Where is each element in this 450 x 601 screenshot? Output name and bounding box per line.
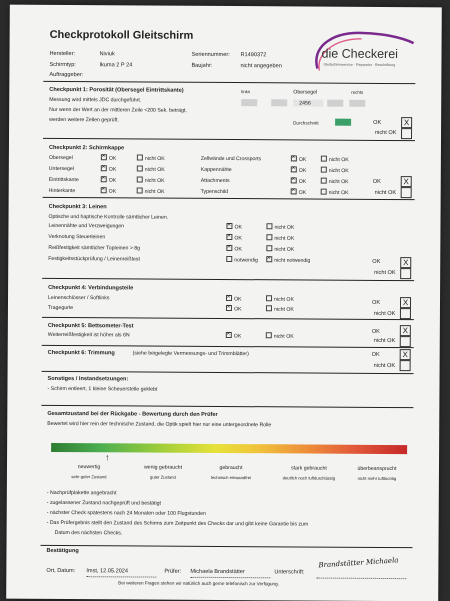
option-label: OK <box>108 155 117 162</box>
checkbox[interactable] <box>266 305 272 311</box>
gesamt-title: Gesamtzustand bei der Rückgabe - Bewertung durch den Prüfer <box>47 410 218 418</box>
cp3-sub: Optische und haptische Kontrolle sämtlicher Leinen. <box>48 213 169 221</box>
option <box>321 179 349 186</box>
gesamt-sub: Bewertet wird hier rein der technische Zustand, die Optik spielt hier nur eine untergeordnete Rolle <box>47 420 272 429</box>
divider <box>43 81 415 84</box>
cp1-cell <box>327 100 343 107</box>
checkbox-checked[interactable] <box>266 256 272 262</box>
cp3-nok-label: nicht OK <box>374 269 396 277</box>
option <box>266 224 294 231</box>
bestaetigung-title: Bestätigung <box>46 547 79 555</box>
cp6-ok-label: OK <box>371 351 380 358</box>
option-label: nicht OK <box>328 179 349 186</box>
option-checked <box>226 306 242 312</box>
option <box>266 246 294 253</box>
option-label: nicht OK <box>144 166 165 174</box>
option-label: OK <box>234 246 242 253</box>
cp5-option-ok: ✕ OK <box>226 333 242 339</box>
checkbox-checked[interactable] <box>226 234 232 240</box>
condition-marker-arrow-icon: ↑ <box>104 452 110 463</box>
option-label: OK <box>298 156 307 163</box>
cp1-text: Messung wird mittels JDC durchgeführt. <box>49 96 142 104</box>
cp3-row-label: Leinennähte und Verzweigungen <box>48 222 125 230</box>
option <box>266 306 294 313</box>
cp3-title: Checkpunkt 3: Leinen <box>48 203 107 211</box>
logo-text: die Checkerei <box>321 46 399 62</box>
option-checked <box>226 224 242 230</box>
option-label: OK <box>298 167 307 174</box>
cp4-row-label: Leinenschlösser / Softlinks <box>48 294 110 302</box>
cp2-row-label: Eintrittskante <box>48 176 79 184</box>
bullet-item: - zugelassener Zustand nachgeprüft und bestätigt <box>46 499 161 507</box>
cp3-row-label: Reißfestigkeit sämtlicher Topleinen > 8g <box>48 244 141 252</box>
cp2-row-label: Hinterkante <box>48 187 76 195</box>
option-label: OK <box>108 166 117 173</box>
scale-sublabel: deutlich noch luftdurchlässig <box>282 475 336 481</box>
option <box>137 155 165 162</box>
divider <box>41 405 413 408</box>
checkbox[interactable] <box>321 189 327 195</box>
checkbox-checked[interactable] <box>226 305 232 311</box>
option-label: OK <box>234 296 242 303</box>
cp2-row-label: Zellwände und Crossports <box>200 155 262 163</box>
hersteller-label: Hersteller: <box>49 50 76 58</box>
option-label: nicht OK <box>144 155 165 163</box>
cp2-ok-label: OK <box>372 178 381 185</box>
divider <box>42 345 414 348</box>
cp1-value: 2456 <box>299 100 311 107</box>
bullet-item: - Nachprüfplakette angebracht <box>46 489 117 497</box>
cp1-nok-label: nicht OK <box>375 129 397 137</box>
cp2-row-label: Attachments <box>200 177 230 185</box>
cp4-title: Checkpunkt 4: Verbindungsteile <box>48 284 134 292</box>
cp3-row-label: Verknotung Steuerleinen <box>48 233 106 241</box>
signature: Brandstätter Michaela <box>318 556 399 570</box>
option-checked <box>226 246 242 252</box>
cp1-text: Nur wenn der Wert an der mittleren Zeile <200 Sek. beträgt, <box>49 106 187 114</box>
protocol-sheet <box>6 5 442 601</box>
checkbox[interactable] <box>266 234 272 240</box>
cp1-title: Checkpunkt 1: Porosität (Obersegel Eintrittskante) <box>49 86 184 94</box>
option-label: nicht OK <box>328 157 349 164</box>
cp6-nok-box[interactable] <box>400 360 411 371</box>
cp3-ok-box[interactable]: X <box>400 257 411 268</box>
checkbox[interactable] <box>266 223 272 229</box>
cp2-nok-box[interactable] <box>401 187 412 198</box>
divider <box>42 317 414 320</box>
checkbox[interactable] <box>226 256 232 262</box>
sonstiges-title: Sonstiges / Instandsetzungen: <box>47 375 129 383</box>
cp5-ok-label: OK <box>371 328 380 335</box>
option-checked <box>291 167 307 173</box>
cp4-nok-label: nicht OK <box>373 310 396 318</box>
cp1-col-obersegel: Obersegel <box>293 89 318 96</box>
checkbox[interactable] <box>137 176 143 182</box>
scale-sublabel: nicht mehr lufttüchtig <box>357 475 397 482</box>
scale-label: wenig gebraucht <box>143 464 183 471</box>
checkbox-checked[interactable] <box>291 155 297 161</box>
option <box>321 168 349 175</box>
option-label: notwendig <box>234 257 258 264</box>
cp6-title: Checkpunkt 6: Trimmung <box>47 349 115 357</box>
option-checked <box>226 235 242 241</box>
option-label: OK <box>298 189 307 196</box>
checkbox-checked[interactable] <box>226 223 232 229</box>
logo-tagline: Gleitschirmservice · Reparatur · Beschriftung <box>323 62 396 68</box>
option-label: nicht OK <box>328 168 349 175</box>
cp1-nok-box[interactable] <box>401 128 412 139</box>
option-checked <box>101 177 117 183</box>
scale-sublabel: sehr guter Zustand <box>71 474 107 480</box>
divider <box>43 138 415 141</box>
cp2-row-label: Typenschild <box>200 188 229 196</box>
checkbox[interactable] <box>266 245 272 251</box>
cp1-cell <box>349 100 365 107</box>
auftraggeber-label: Auftraggeber: <box>49 71 84 79</box>
checkbox-checked[interactable] <box>226 332 232 338</box>
checkbox-checked[interactable] <box>226 295 232 301</box>
option-checked <box>101 155 117 161</box>
option-checked <box>291 189 307 195</box>
option <box>266 235 294 242</box>
cp6-nok-label: nicht OK <box>373 362 396 370</box>
checkbox-checked[interactable] <box>226 245 232 251</box>
cp5-option-nok: nicht OK <box>266 333 294 340</box>
option <box>137 177 165 184</box>
option-checked <box>291 178 307 184</box>
option-label: nicht OK <box>274 246 295 253</box>
cp4-ok-box[interactable]: X <box>400 297 411 308</box>
option-label: nicht OK <box>273 306 294 313</box>
divider <box>41 545 413 548</box>
cp6-note: (siehe beigelegte Vermessungs- und Trimmblätter) <box>132 350 249 358</box>
checkbox-checked[interactable] <box>101 187 107 193</box>
option-label: nicht OK <box>328 190 349 197</box>
underline <box>86 576 156 577</box>
checkbox[interactable] <box>137 187 143 193</box>
checkbox[interactable] <box>137 154 143 160</box>
cp5-nok-box[interactable] <box>400 336 411 347</box>
checkbox[interactable] <box>321 178 327 184</box>
checkbox-checked[interactable] <box>291 177 297 183</box>
scale-label: neuwertig <box>77 464 101 471</box>
pruefer-label: Prüfer: <box>164 568 182 575</box>
checkbox-checked[interactable] <box>101 165 107 171</box>
typ-value: Ikuma 2 P 24 <box>99 62 133 69</box>
cp2-row-label: Kappennähte <box>200 166 232 174</box>
cp2-row-label: Untersegel <box>48 165 74 173</box>
ort-value: Imst, 12.05.2024 <box>86 568 129 575</box>
checkbox[interactable] <box>266 332 272 338</box>
bullet-item: Datum des nächsten Checks. <box>54 529 123 537</box>
scale-label: gebraucht <box>219 464 243 472</box>
option-label: OK <box>234 224 242 231</box>
divider <box>42 371 414 374</box>
cp2-ok-box[interactable]: X <box>401 176 412 187</box>
cp1-cell <box>271 99 287 106</box>
option <box>226 257 258 264</box>
cp4-nok-box[interactable] <box>400 308 411 319</box>
page-title: Checkprotokoll Gleitschirm <box>49 28 194 42</box>
option-label: nicht OK <box>144 177 165 185</box>
cp1-ok-box[interactable]: X <box>401 117 412 128</box>
hersteller-value: Niviuk <box>99 51 115 58</box>
option-label: nicht OK <box>274 224 295 231</box>
option-checked <box>291 156 307 162</box>
bullet-item: - nächster Check spätestens nach 24 Monaten oder 100 Flugstunden <box>46 509 206 517</box>
option-label: nicht OK <box>144 188 165 196</box>
cp1-ok-label: OK <box>373 119 382 126</box>
underline <box>316 578 406 580</box>
sonstiges-text: - Schirm entleert, 1 kleine Scheuerstelle geklebt <box>47 385 158 393</box>
cp1-durchschnitt-label: Durchschnitt <box>293 120 319 126</box>
cp5-ok-box[interactable]: X <box>400 325 411 336</box>
pruefer-value: Michaela Brandstätter <box>190 568 245 576</box>
option <box>137 166 165 173</box>
option-label: nicht OK <box>274 296 294 303</box>
divider <box>43 197 415 200</box>
option <box>321 157 349 164</box>
cp5-row-label: Weiterreißfestigkeit ist höher als 6N <box>47 331 130 339</box>
cp1-text: werden weitere Zellen geprüft. <box>49 116 119 124</box>
typ-label: Schirmtyp: <box>49 61 76 69</box>
scale-sublabel: technisch einwandfrei <box>210 474 252 481</box>
checkbox-checked[interactable] <box>101 176 107 182</box>
cp3-row-label: Festigkeitsstückprüfung / Leinenreißtest <box>48 255 140 263</box>
serien-label: Seriennummer: <box>191 51 230 59</box>
cp1-col-links: links <box>241 89 251 95</box>
cp2-title: Checkpunkt 2: Schirmkappe <box>48 144 125 152</box>
cp4-row-label: Tragegurte <box>47 304 74 312</box>
cp2-nok-label: nicht OK <box>374 189 397 197</box>
underline <box>190 577 270 578</box>
checkbox-checked[interactable] <box>291 166 297 172</box>
serien-value: R1490372 <box>240 52 267 59</box>
baujahr-value: nicht angegeben <box>240 63 282 70</box>
option-label: OK <box>234 235 242 242</box>
option-label: OK <box>233 306 242 313</box>
option-checked <box>266 257 310 264</box>
checkbox-checked[interactable] <box>291 188 297 194</box>
option-label: nicht OK <box>274 235 295 242</box>
cp5-title: Checkpunkt 5: Bettsometer-Test <box>47 322 134 330</box>
bullet-item: - Das Prüfergebnis stellt den Zustand des Schirms zum Zeitpunkt des Checks dar und gibt keine Garantie bis zum <box>46 519 309 528</box>
scale-label: überbeansprucht <box>357 465 397 473</box>
checkbox[interactable] <box>137 165 143 171</box>
option-label: OK <box>108 188 117 195</box>
option <box>137 188 165 195</box>
unterschrift-label: Unterschrift: <box>274 569 305 576</box>
option-checked <box>101 166 117 172</box>
cp3-ok-label: OK <box>372 258 381 265</box>
footer-note: Bei weiteren Fragen stehen wir natürlich auch gerne telefonisch zur Verfügung. <box>118 580 279 587</box>
cp1-cell <box>241 99 257 106</box>
cp2-row-label: Obersegel <box>48 154 73 162</box>
option <box>321 190 349 197</box>
cp3-nok-box[interactable] <box>400 268 411 279</box>
cp1-average-cell <box>335 119 351 126</box>
option-label: OK <box>298 178 307 185</box>
baujahr-label: Baujahr: <box>191 62 213 69</box>
divider <box>42 278 414 281</box>
checkbox[interactable] <box>321 167 327 173</box>
checkbox-checked[interactable] <box>101 154 107 160</box>
option-label: nicht notwendig <box>274 257 311 264</box>
cp4-ok-label: OK <box>371 299 381 306</box>
option-label: OK <box>108 177 117 184</box>
scale-label: stark gebraucht <box>291 465 327 472</box>
option-checked <box>101 188 117 194</box>
option-checked <box>226 296 242 302</box>
checkbox[interactable] <box>321 156 327 162</box>
logo <box>309 29 419 80</box>
ort-label: Ort, Datum: <box>46 567 76 575</box>
cp1-col-rechts: rechts <box>351 89 364 95</box>
checkbox[interactable] <box>266 295 272 301</box>
scale-sublabel: guter Zustand <box>149 474 176 480</box>
cp5-nok-label: nicht OK <box>373 337 396 345</box>
option <box>266 296 294 303</box>
cp6-ok-box[interactable]: X <box>400 349 411 360</box>
